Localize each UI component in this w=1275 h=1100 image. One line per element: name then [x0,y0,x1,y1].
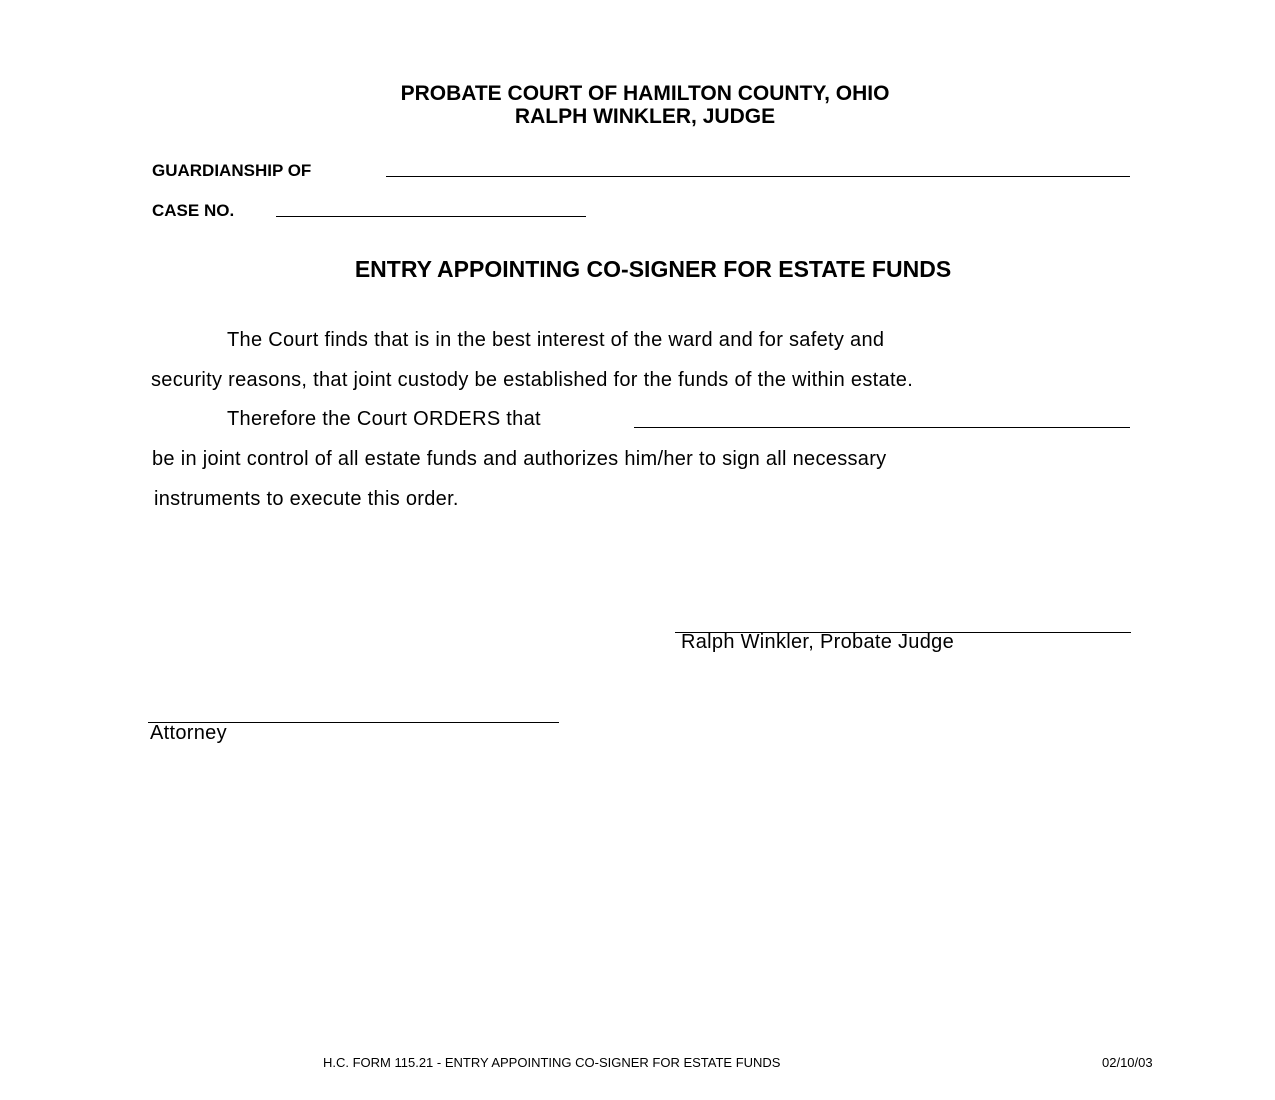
case-no-label: CASE NO. [152,201,235,220]
paragraph-2-line-3: instruments to execute this order. [154,488,459,510]
judge-name-heading: RALPH WINKLER, JUDGE [514,105,776,128]
cosigner-field[interactable] [634,427,1130,428]
footer-date: 02/10/03 [1102,1055,1153,1070]
paragraph-1-line-2: security reasons, that joint custody be established for the funds of the within estate. [151,369,914,391]
paragraph-2-line-2: be in joint control of all estate funds and authorizes him/her to sign all necessary [152,448,887,470]
paragraph-2-line-1: Therefore the Court ORDERS that [227,408,541,430]
court-name: PROBATE COURT OF HAMILTON COUNTY, OHIO [400,82,890,105]
judge-signature-label: Ralph Winkler, Probate Judge [681,631,954,653]
paragraph-1-line-1: The Court finds that is in the best interest of the ward and for safety and [227,329,885,351]
footer-form-id: H.C. FORM 115.21 - ENTRY APPOINTING CO-SIGNER FOR ESTATE FUNDS [323,1055,781,1070]
guardianship-label: GUARDIANSHIP OF [152,161,312,180]
guardianship-field[interactable] [386,176,1130,177]
document-title: ENTRY APPOINTING CO-SIGNER FOR ESTATE FUNDS [354,256,952,282]
attorney-signature-label: Attorney [150,722,227,744]
case-no-field[interactable] [276,216,586,217]
